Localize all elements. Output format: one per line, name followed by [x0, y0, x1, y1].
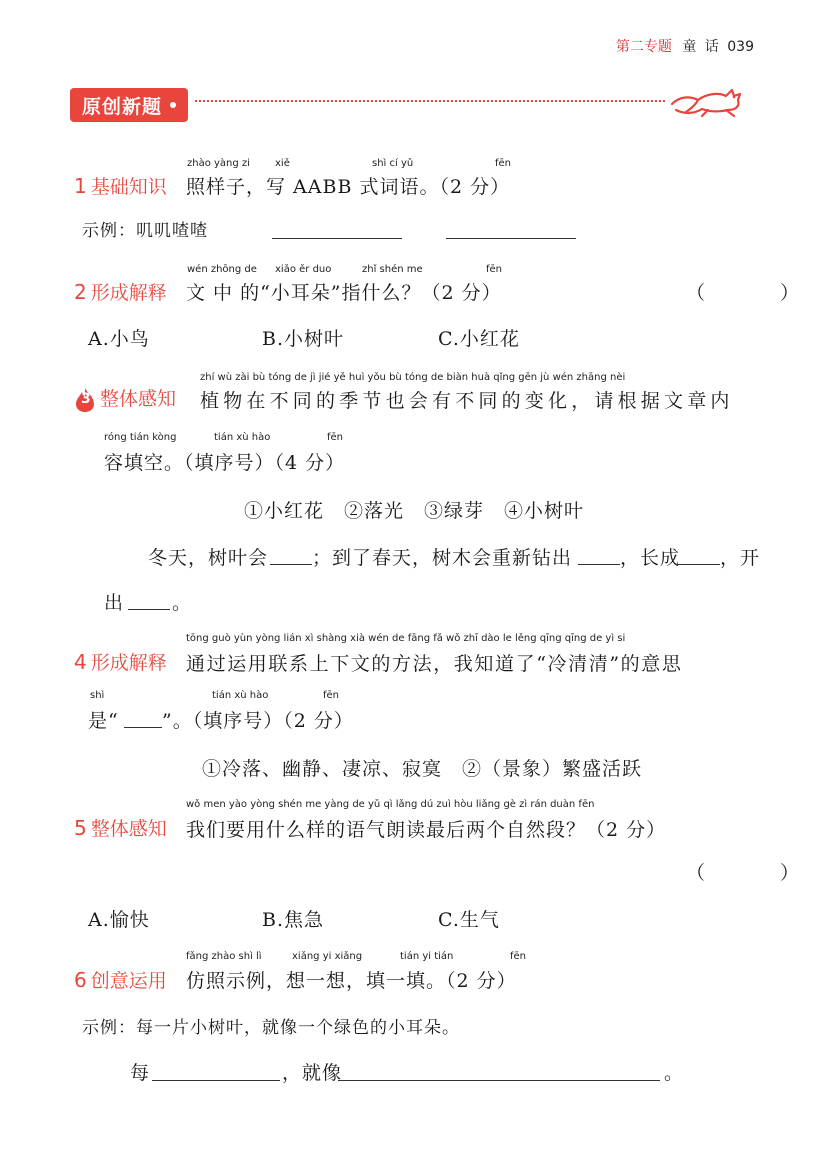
q3-sentence-part6: 。	[172, 592, 193, 614]
q2-pinyin-4: fēn	[486, 264, 503, 275]
q3-pinyin-2b: tián xù hào	[214, 432, 271, 443]
q1-pinyin-2: xiě	[275, 158, 290, 169]
q3-sentence-part5: 出	[104, 592, 125, 614]
q1-pinyin-1: zhào yàng zi	[187, 158, 250, 169]
q2-text: 文 中 的“小耳朵”指什么？（2 分）	[186, 282, 502, 304]
q3-blank-1[interactable]	[270, 564, 312, 565]
q3-text-line2: 容填空。（填序号）（4 分）	[104, 452, 346, 474]
q3-category: 整体感知	[100, 388, 177, 410]
running-cat-icon	[668, 82, 748, 124]
q5-option-a[interactable]: A.愉快	[88, 909, 150, 931]
q5-option-c[interactable]: C.生气	[438, 909, 500, 931]
q6-pinyin-4: fēn	[510, 951, 527, 962]
q2-category: 形成解释	[90, 282, 167, 304]
q6-number: 6	[74, 968, 87, 992]
q5-label	[74, 814, 167, 841]
q1-label	[74, 172, 167, 199]
q4-number: 4	[74, 650, 87, 674]
q3-sentence-part3: ，长成	[620, 547, 681, 569]
q6-pinyin-2: xiǎng yi xiǎng	[292, 951, 363, 962]
section-badge	[70, 88, 188, 122]
q6-example: 示例：每一片小树叶，就像一个绿色的小耳朵。	[82, 1018, 460, 1038]
q2-option-a[interactable]: A.小鸟	[88, 328, 150, 350]
q5-category: 整体感知	[90, 818, 167, 840]
q3-text-line1: 植物在不同的季节也会有不同的变化，请根据文章内	[200, 390, 734, 412]
q6-fill-part3: 。	[664, 1062, 685, 1084]
q2-option-b[interactable]: B.小树叶	[262, 328, 345, 350]
topic-label: 童 话	[682, 39, 721, 55]
q6-category: 创意运用	[90, 970, 167, 992]
q3-number: 3	[81, 391, 91, 407]
q6-blank-2[interactable]	[338, 1080, 660, 1081]
q4-text-line1: 通过运用联系上下文的方法，我知道了“冷清清”的意思	[186, 653, 683, 675]
q6-pinyin-3: tián yi tián	[400, 951, 454, 962]
q6-label	[74, 966, 167, 993]
q4-pinyin-2a: shì	[90, 690, 105, 701]
q4-blank[interactable]	[124, 727, 162, 728]
q2-number: 2	[74, 280, 87, 304]
q4-category: 形成解释	[90, 652, 167, 674]
q3-blank-2[interactable]	[578, 564, 620, 565]
q1-pinyin-3: shì cí yǔ	[372, 158, 414, 169]
q4-text-line2b: ”。（填序号）（2 分）	[162, 710, 354, 732]
q6-text: 仿照示例，想一想，填一填。（2 分）	[186, 970, 517, 992]
q2-label	[74, 278, 167, 305]
q5-pinyin: wǒ men yào yòng shén me yàng de yǔ qì lǎng dú zuì hòu liǎng gè zì rán duàn fēn	[186, 799, 595, 810]
q4-pinyin-line1: tōng guò yùn yòng lián xì shàng xià wén de fāng fǎ wǒ zhī dào le lěng qīng qīng de yì si	[186, 633, 626, 644]
page-number: 039	[727, 39, 754, 55]
section-badge-label: 原创新题	[82, 95, 163, 118]
q4-pinyin-2b: tián xù hào	[212, 690, 269, 701]
q3-sentence-part1: 冬天，树叶会	[148, 547, 269, 569]
q6-blank-1[interactable]	[152, 1080, 280, 1081]
dotted-divider	[195, 100, 665, 102]
q1-example: 示例：叽叽喳喳	[82, 221, 208, 241]
q3-blank-4[interactable]	[128, 609, 170, 610]
q1-answer-blank-1[interactable]	[272, 238, 402, 239]
q3-pinyin-2a: róng tián kòng	[104, 432, 177, 443]
badge-dot-icon	[170, 102, 176, 108]
q6-pinyin-1: fǎng zhào shì lì	[186, 951, 262, 962]
q2-answer-paren[interactable]: （ ）	[686, 282, 827, 304]
chapter-label: 第二专题	[615, 39, 672, 55]
q5-answer-paren[interactable]: （ ）	[686, 862, 827, 884]
q6-fill-part1: 每	[130, 1062, 151, 1084]
q3-pinyin-2c: fēn	[327, 432, 344, 443]
q1-number: 1	[74, 174, 87, 198]
q1-category: 基础知识	[90, 176, 167, 198]
q3-sentence-part2: ；到了春天，树木会重新钻出	[312, 547, 573, 569]
q3-choices: ①小红花 ②落光 ③绿芽 ④小树叶	[244, 500, 585, 522]
q2-option-c[interactable]: C.小红花	[438, 328, 520, 350]
q4-pinyin-2c: fēn	[323, 690, 340, 701]
q3-sentence-part4: ，开	[720, 547, 761, 569]
q3-blank-3[interactable]	[678, 564, 720, 565]
q5-text: 我们要用什么样的语气朗读最后两个自然段？（2 分）	[186, 819, 667, 841]
q4-text-line2a: 是“	[88, 710, 119, 732]
q3-pinyin-line1: zhí wù zài bù tóng de jì jié yě huì yǒu bù tóng de biàn huà qǐng gēn jù wén zhāng nèi	[200, 372, 626, 383]
q1-answer-blank-2[interactable]	[446, 238, 576, 239]
q4-choices: ①冷落、幽静、凄凉、寂寞 ②（景象）繁盛活跃	[202, 758, 643, 780]
q2-pinyin-2: xiǎo ěr duo	[275, 264, 332, 275]
q2-pinyin-1: wén zhōng de	[187, 264, 257, 275]
q4-label	[74, 648, 167, 675]
q5-number: 5	[74, 816, 87, 840]
page-header	[616, 36, 754, 56]
q6-fill-part2: ，就像	[282, 1062, 343, 1084]
q5-option-b[interactable]: B.焦急	[262, 909, 325, 931]
q2-pinyin-3: zhǐ shén me	[362, 264, 423, 275]
q1-text: 照样子，写 AABB 式词语。（2 分）	[186, 176, 511, 198]
q1-pinyin-4: fēn	[495, 158, 512, 169]
